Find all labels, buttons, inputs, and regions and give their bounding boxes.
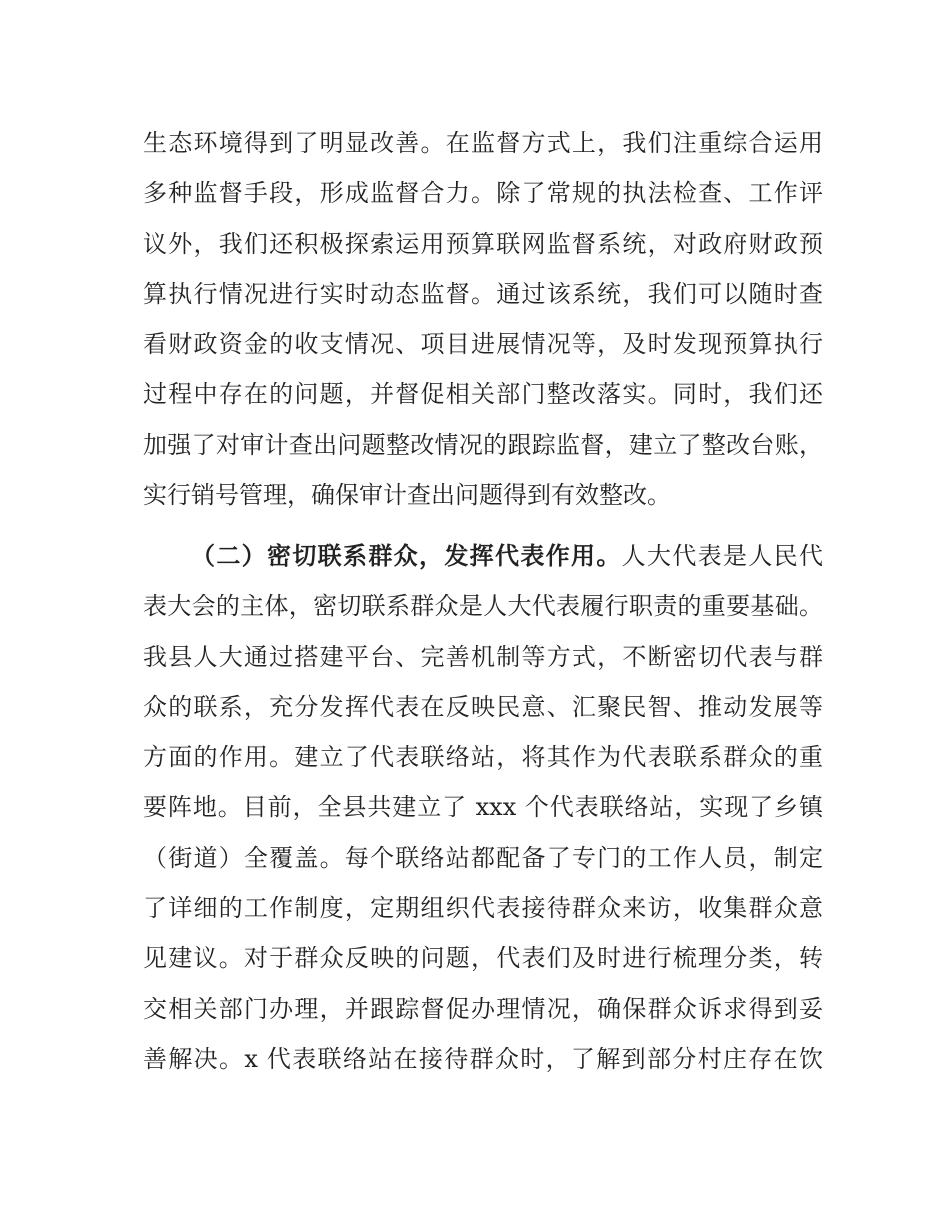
text-line: 过程中存在的问题，并督促相关部门整改落实。同时，我们还 (143, 380, 823, 409)
text-line: 要阵地。目前，全县共建立了 xxx 个代表联络站，实现了乡镇 (143, 793, 823, 822)
paragraph-contact-masses (143, 531, 823, 1084)
text-line: 交相关部门办理，并跟踪督促办理情况，确保群众诉求得到妥 (143, 994, 823, 1023)
text-line: 多种监督手段，形成监督合力。除了常规的执法检查、工作评 (143, 179, 823, 208)
text-line: 善解决。x 代表联络站在接待群众时，了解到部分村庄存在饮 (143, 1044, 823, 1073)
text-line: （街道）全覆盖。每个联络站都配备了专门的工作人员，制定 (143, 843, 823, 872)
text-line: 方面的作用。建立了代表联络站，将其作为代表联系群众的重 (143, 743, 823, 772)
heading-line-rest: 人大代表是人民代 (621, 542, 824, 570)
text-line: 算执行情况进行实时动态监督。通过该系统，我们可以随时查 (143, 279, 823, 308)
section-heading: （二）密切联系群众，发挥代表作用。 (191, 542, 622, 570)
text-line: 见建议。对于群众反映的问题，代表们及时进行梳理分类，转 (143, 944, 823, 973)
text-line: 议外，我们还积极探索运用预算联网监督系统，对政府财政预 (143, 229, 823, 258)
text-line: 加强了对审计查出问题整改情况的跟踪监督，建立了整改台账， (143, 430, 823, 459)
text-line: 我县人大通过搭建平台、完善机制等方式，不断密切代表与群 (143, 642, 823, 671)
text-line: 实行销号管理，确保审计查出问题得到有效整改。 (143, 481, 671, 510)
text-line: 了详细的工作制度，定期组织代表接待群众来访，收集群众意 (143, 894, 823, 923)
text-line: 生态环境得到了明显改善。在监督方式上，我们注重综合运用 (143, 129, 823, 157)
text-line: 看财政资金的收支情况、项目进展情况等，及时发现预算执行 (143, 330, 823, 359)
heading-line (143, 531, 823, 581)
text-line: 表大会的主体，密切联系群众是人大代表履行职责的重要基础。 (143, 592, 823, 621)
text-line: 众的联系，充分发挥代表在反映民意、汇聚民智、推动发展等 (143, 692, 823, 721)
paragraph-monitoring-methods (143, 118, 823, 520)
